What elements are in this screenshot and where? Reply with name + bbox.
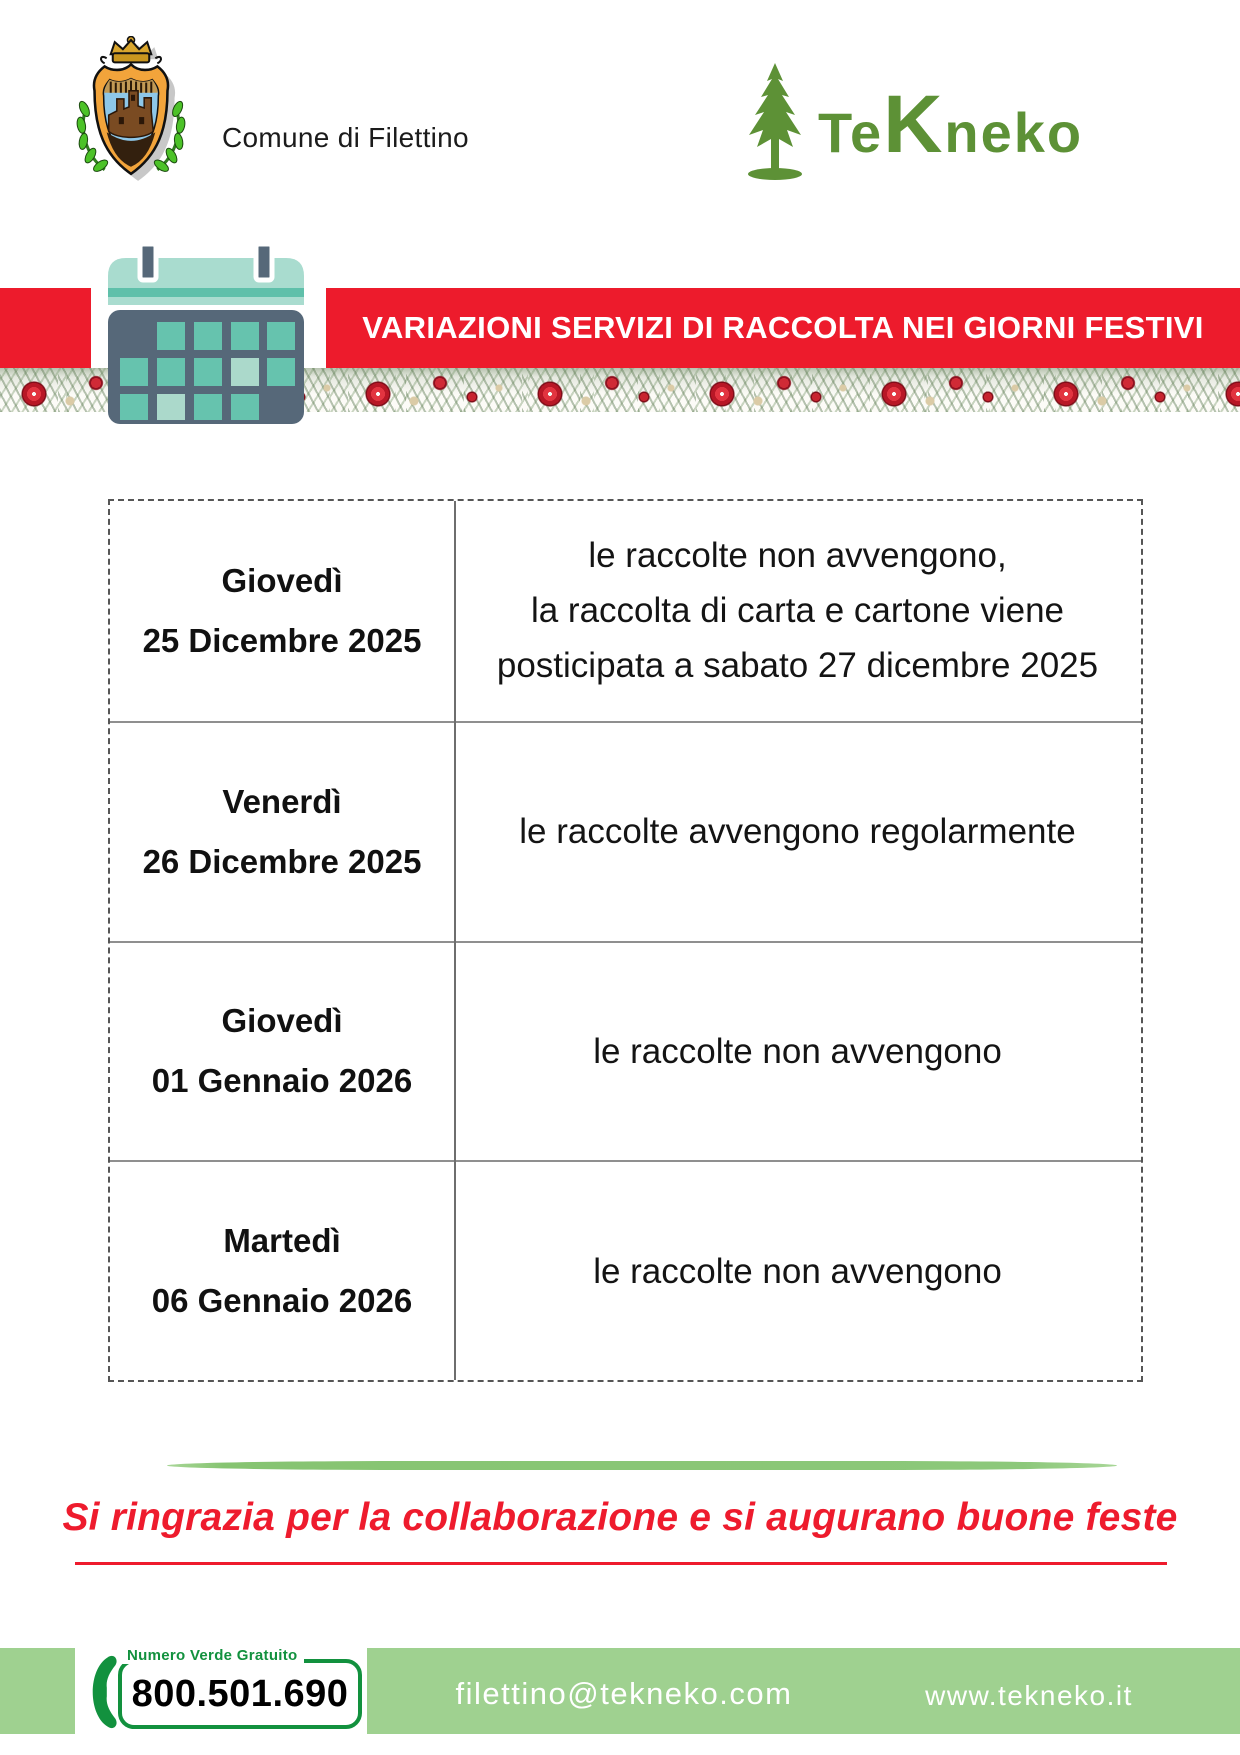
toll-free-box <box>75 1648 367 1734</box>
toll-free-label: Numero Verde Gratuito <box>121 1647 304 1664</box>
footer-website: www.tekneko.it <box>925 1680 1133 1711</box>
table-row <box>110 501 1141 721</box>
banner-title: VARIAZIONI SERVIZI DI RACCOLTA NEI GIORNI FESTIVI <box>362 310 1204 345</box>
date-label: 06 Gennaio 2026 <box>151 1282 413 1320</box>
calendar-icon <box>100 240 312 430</box>
service-cell <box>454 723 1141 941</box>
service-line: la raccolta di carta e cartone viene <box>530 591 1065 631</box>
day-label: Martedì <box>223 1222 341 1260</box>
date-label: 01 Gennaio 2026 <box>151 1062 413 1100</box>
footer-email: filettino@tekneko.com <box>455 1676 793 1711</box>
column-divider <box>454 501 456 1380</box>
closing-message: Si ringrazia per la collaborazione e si augurano buone feste <box>62 1496 1178 1539</box>
comune-filettino-crest-logo <box>70 36 192 188</box>
date-cell <box>110 1162 454 1380</box>
table-row <box>110 721 1141 941</box>
wordmark-te: Te <box>818 101 884 164</box>
day-label: Giovedì <box>221 561 343 599</box>
service-line: le raccolte non avvengono, <box>588 536 1007 576</box>
service-cell <box>454 943 1141 1161</box>
wordmark-neko: neko <box>944 101 1084 164</box>
date-label: 25 Dicembre 2025 <box>142 621 422 659</box>
day-label: Giovedì <box>221 1002 343 1040</box>
service-line: le raccolte non avvengono <box>593 1031 1002 1071</box>
table-row <box>110 941 1141 1161</box>
schedule-table <box>108 499 1143 1382</box>
tekneko-wordmark <box>818 79 1084 170</box>
date-cell <box>110 723 454 941</box>
service-line: le raccolte avvengono regolarmente <box>519 812 1076 852</box>
date-cell <box>110 501 454 721</box>
service-cell <box>454 501 1141 721</box>
tekneko-pine-tree-icon <box>735 58 815 184</box>
phone-handset-icon <box>81 1653 117 1731</box>
phone-number-box <box>118 1659 362 1729</box>
service-line: posticipata a sabato 27 dicembre 2025 <box>496 646 1099 686</box>
green-brush-divider <box>167 1461 1117 1470</box>
municipality-name: Comune di Filettino <box>222 122 469 153</box>
date-label: 26 Dicembre 2025 <box>142 842 422 880</box>
wordmark-k: K <box>883 79 945 170</box>
phone-number: 800.501.690 <box>131 1672 349 1715</box>
service-cell <box>454 1162 1141 1380</box>
closing-underline <box>75 1562 1167 1565</box>
date-cell <box>110 943 454 1161</box>
service-line: le raccolte non avvengono <box>593 1251 1002 1291</box>
table-row <box>110 1160 1141 1380</box>
day-label: Venerdì <box>222 782 342 820</box>
